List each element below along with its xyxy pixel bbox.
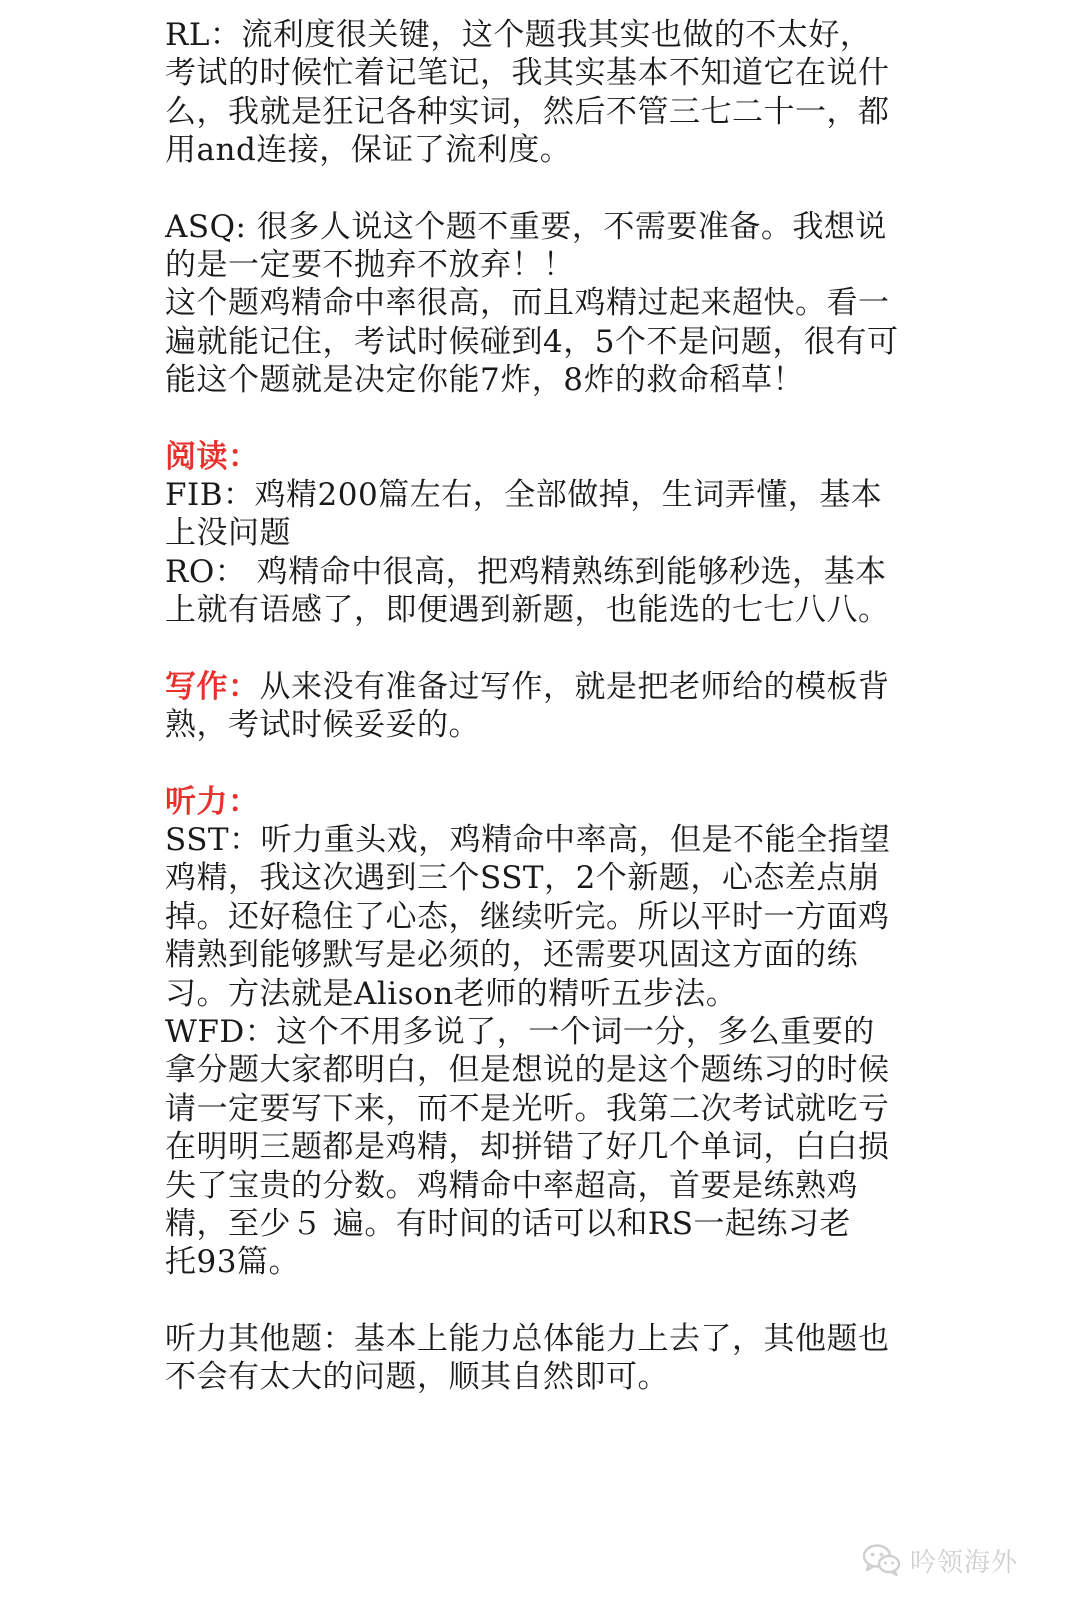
text-line: 用and连接，保证了流利度。 <box>165 132 572 169</box>
watermark-text: 吟领海外 <box>909 1547 1018 1578</box>
text-line: 掉。还好稳住了心态，继续听完。所以平时一方面鸡 <box>165 898 890 935</box>
article-body <box>165 16 929 1435</box>
text-line: 能这个题就是决定你能7炸，8炸的救命稻草！ <box>165 362 804 399</box>
text-inline: 从来没有准备过写作，就是把老师给的模板背 <box>259 668 890 705</box>
paragraph-asq <box>165 208 929 400</box>
text-line: 么，我就是狂记各种实词，然后不管三七二十一，都 <box>165 93 890 130</box>
text-line: 的是一定要不抛弃不放弃！！ <box>165 247 575 284</box>
watermark <box>862 1540 1018 1580</box>
text-line: 鸡精，我这次遇到三个SST，2个新题，心态差点崩 <box>165 860 880 897</box>
text-line: 请一定要写下来，而不是光听。我第二次考试就吃亏 <box>165 1090 890 1127</box>
text-line: 精熟到能够默写是必须的，还需要巩固这方面的练 <box>165 937 858 974</box>
text-line: 这个题鸡精命中率很高，而且鸡精过起来超快。看一 <box>165 285 890 322</box>
text-line: RL：流利度很关键，这个题我其实也做的不太好， <box>165 17 872 53</box>
text-line: 在明明三题都是鸡精，却拼错了好几个单词，白白损 <box>165 1129 890 1166</box>
section-listening <box>165 783 929 1282</box>
section-reading <box>165 438 929 630</box>
text-line <box>165 668 929 706</box>
text-line: FIB：鸡精200篇左右，全部做掉，生词弄懂，基本 <box>165 477 883 514</box>
wechat-icon <box>862 1543 902 1577</box>
text-line: 托93篇。 <box>165 1244 300 1281</box>
text-line: 拿分题大家都明白，但是想说的是这个题练习的时候 <box>165 1052 890 1089</box>
section-heading-writing: 写作： <box>165 668 260 705</box>
text-line: 不会有太大的问题，顺其自然即可。 <box>165 1359 669 1396</box>
text-line: 失了宝贵的分数。鸡精命中率超高，首要是练熟鸡 <box>165 1167 858 1204</box>
text-line: 考试的时候忙着记笔记，我其实基本不知道它在说什 <box>165 55 890 92</box>
text-line: 听力其他题：基本上能力总体能力上去了，其他题也 <box>165 1320 890 1357</box>
section-heading-listening: 听力： <box>165 783 260 820</box>
text-line: WFD：这个不用多说了，一个词一分，多么重要的 <box>165 1013 875 1050</box>
paragraph-listening-other <box>165 1320 929 1397</box>
section-writing <box>165 668 929 745</box>
text-line: SST：听力重头戏，鸡精命中率高，但是不能全指望 <box>165 821 891 858</box>
text-line: 习。方法就是Alison老师的精听五步法。 <box>165 975 738 1012</box>
paragraph-rl <box>165 16 929 170</box>
text-line: 遍就能记住，考试时候碰到4，5个不是问题，很有可 <box>165 323 899 360</box>
text-line: 熟，考试时候妥妥的。 <box>165 707 480 744</box>
text-line: ASQ: 很多人说这个题不重要，不需要准备。我想说 <box>165 208 887 245</box>
section-heading-reading: 阅读： <box>165 438 260 475</box>
text-line: 上就有语感了，即便遇到新题，也能选的七七八八。 <box>165 592 890 629</box>
text-line: 精，至少５ 遍。有时间的话可以和RS一起练习老 <box>165 1205 851 1242</box>
text-line: RO： 鸡精命中很高，把鸡精熟练到能够秒选，基本 <box>165 553 887 590</box>
text-line: 上没问题 <box>165 515 291 552</box>
